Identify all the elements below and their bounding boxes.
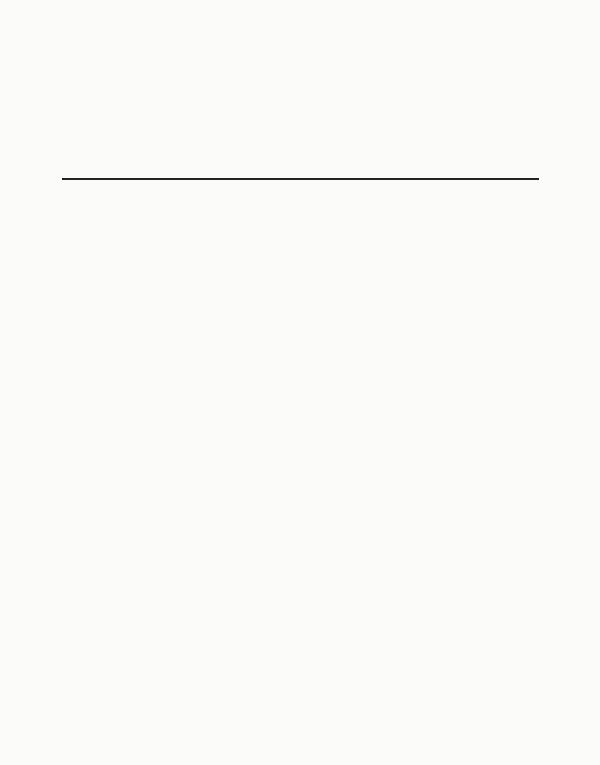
header-divider: [62, 178, 539, 180]
